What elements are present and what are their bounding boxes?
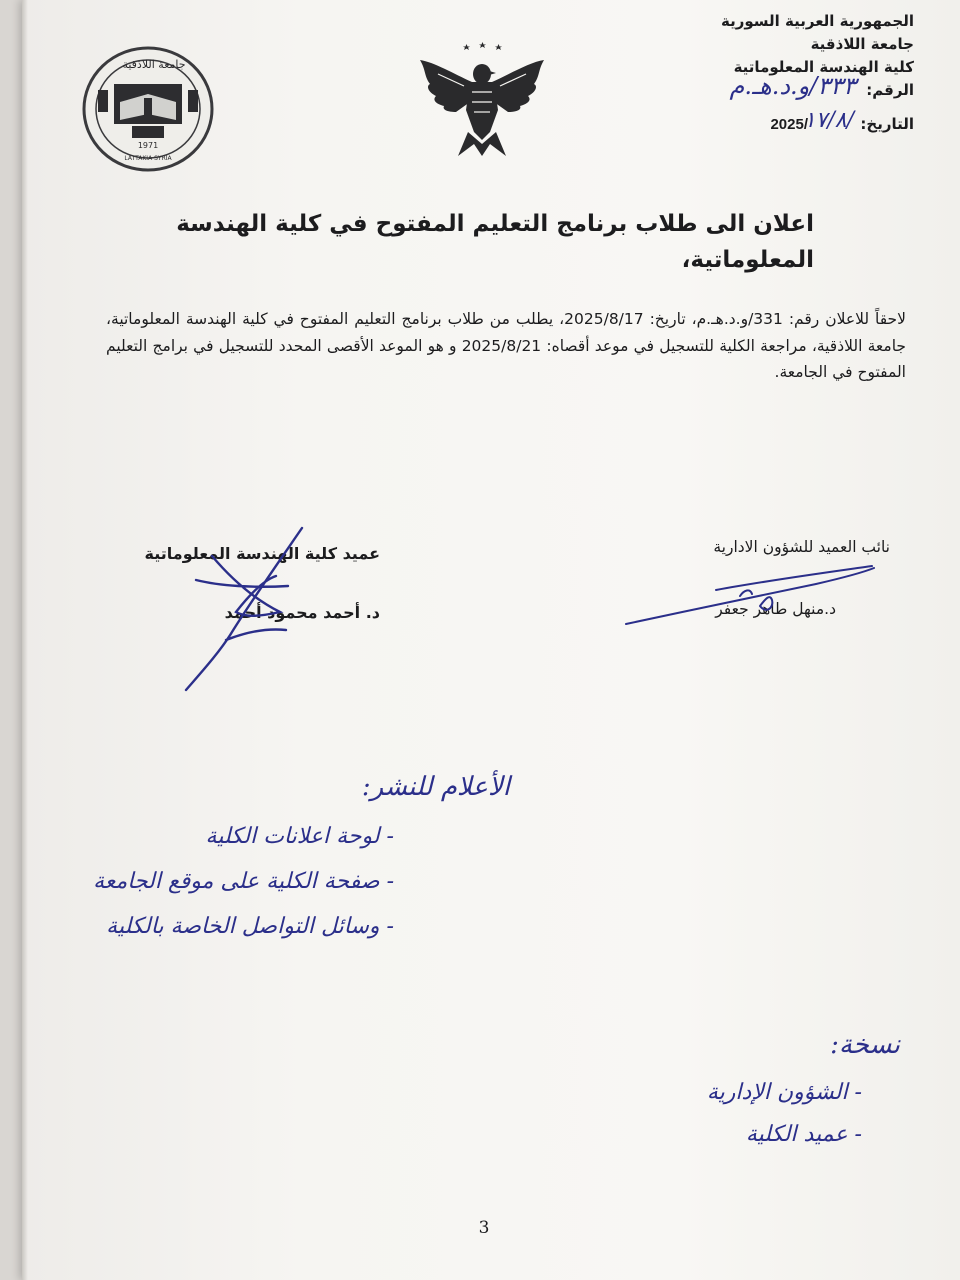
dean-title: عميد كلية الهندسة المعلوماتية	[144, 544, 380, 563]
publication-heading: الأعلام للنشر:	[361, 772, 510, 802]
list-item: - عميد الكلية	[745, 1122, 862, 1147]
announcement-body: لاحقاً للاعلان رقم: 331/و.د.هـ.م، تاريخ: 2025/8/17، يطلب من طلاب برنامج التعليم المفتوح في كلية الهندسة المعلوماتية، جامعة اللاذقية، مراجعة الكلية للتسجيل في موعد أقصاه: 2025/8/21 و هو الموعد الأقصى المحدد للتسجيل في برامج التعليم المفتوح في الجامعة.	[106, 310, 906, 381]
dean-signature-scribble	[176, 520, 326, 700]
seal-arabic-lettering: جامعة اللاذقية	[122, 58, 186, 71]
faculty-name: كلية الهندسة المعلوماتية	[733, 58, 914, 76]
publication-list	[84, 814, 394, 949]
date-label: التاريخ:	[860, 115, 914, 133]
country-name: الجمهورية العربية السورية	[721, 12, 914, 30]
date-handwritten: ١٧/٨/	[803, 108, 854, 133]
copies-list	[662, 1072, 862, 1156]
vice-dean-signature-scribble	[620, 550, 880, 634]
copies-heading: نسخة:	[830, 1030, 900, 1060]
list-item: - صفحة الكلية على موقع الجامعة	[93, 869, 394, 894]
eagle-emblem-icon	[414, 40, 550, 160]
page-edge-shadow	[22, 0, 28, 1280]
page-number: 3	[478, 1218, 490, 1238]
announcement-title: اعلان الى طلاب برنامج التعليم المفتوح في كلية الهندسة المعلوماتية،	[176, 211, 814, 273]
list-item: - وسائل التواصل الخاصة بالكلية	[106, 914, 394, 939]
vice-dean-title: نائب العميد للشؤون الادارية	[713, 538, 890, 556]
list-item: - لوحة اعلانات الكلية	[205, 824, 394, 849]
date-row	[614, 108, 914, 139]
date-year: 2025/	[770, 116, 808, 133]
seal-latin-lettering: LATTAKIA SYRIA	[124, 155, 172, 162]
reference-number-handwritten: ٣٣٣/و.د.هـ.م	[729, 72, 856, 100]
university-seal-icon	[80, 44, 216, 174]
reference-label: الرقم:	[866, 81, 914, 99]
vice-dean-name: د.منهل طاهر جعفر	[715, 600, 836, 618]
reference-number-row	[614, 72, 914, 109]
dean-name: د. أحمد محمود أحمد	[224, 603, 380, 622]
university-name: جامعة اللاذقية	[810, 35, 914, 53]
seal-year: 1971	[137, 141, 159, 150]
letterhead	[614, 10, 914, 139]
list-item: - الشؤون الإدارية	[706, 1080, 862, 1105]
